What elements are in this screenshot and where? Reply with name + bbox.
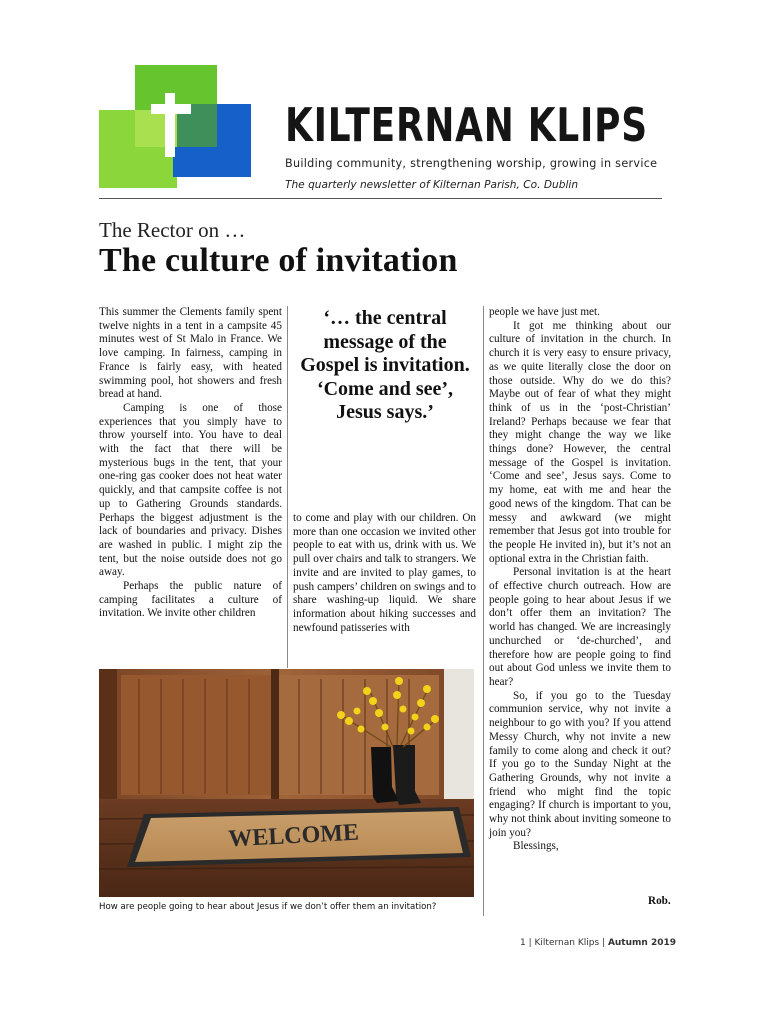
paragraph: Personal invitation is at the heart of effective church outreach. How are people going to hear about Jesus if we don’t offer them an invitation? The world has changed. We are increasingly unchurched or ‘de-churched’, and therefore how are people going to find out about God unless we invite them to hear? — [489, 566, 671, 688]
footer-newsletter-name: Kilternan Klips — [534, 938, 600, 948]
page-footer — [520, 938, 676, 948]
footer-separator: | — [528, 938, 532, 948]
paragraph: Camping is one of those experiences that you simply have to throw yourself into. You have to deal with the fact that there will be mysterious bugs in the tent, that your one-ring gas cooker does not heat water quickly, and that campsite coffee is not up to Gathering Grounds standards. Perhaps the biggest adjustment is the lack of boundaries and privacy. Dishes are washed in public. I might zip the tent, but the noise outside does not go away. — [99, 401, 282, 579]
paragraph: people we have just met. — [489, 306, 600, 318]
article-column-3 — [489, 306, 671, 854]
article-column-2 — [293, 512, 476, 635]
newsletter-title: KILTERNAN KLIPS — [285, 98, 648, 152]
newsletter-subtagline: The quarterly newsletter of Kilternan Parish, Co. Dublin — [285, 179, 579, 191]
column-divider — [483, 306, 484, 916]
article-kicker: The Rector on … — [99, 218, 246, 242]
page-number: 1 — [520, 938, 526, 948]
paragraph: Perhaps the public nature of camping facilitates a culture of invitation. We invite other children — [99, 580, 282, 620]
paragraph: to come and play with our children. On more than one occasion we invited other people to eat with us, drink with us. We pull over chairs and talk to strangers. We invite and are invited to play games, to push campers’ children on swings and to share washing-up liquid. We share information about hiking successes and newfound patisseries with — [293, 512, 476, 634]
newsletter-tagline: Building community, strengthening worship, growing in service — [285, 157, 658, 170]
mat-text: WELCOME — [227, 819, 360, 853]
photo-caption: How are people going to hear about Jesus if we don’t offer them an invitation? — [99, 902, 437, 912]
paragraph: This summer the Clements family spent twelve nights in a tent in a campsite 45 minutes west of St Malo in France. We love camping. In fairness, camping in France is fairly easy, with heated swimming pool, hot showers and fresh bread at hand. — [99, 306, 282, 401]
paragraph: Blessings, — [513, 840, 559, 853]
article-column-1 — [99, 306, 282, 621]
pull-quote: ‘… the central message of the Gospel is invitation. ‘Come and see’, Jesus says.’ — [300, 307, 470, 424]
welcome-mat-photo — [99, 669, 474, 897]
signoff: Rob. — [648, 895, 671, 907]
cross-icon — [151, 104, 191, 114]
article-headline: The culture of invitation — [99, 242, 458, 279]
cross-icon — [165, 93, 175, 157]
masthead-divider — [99, 198, 662, 199]
column-divider — [287, 306, 288, 668]
footer-issue: Autumn 2019 — [607, 938, 676, 948]
footer-separator: | — [602, 938, 606, 948]
paragraph: It got me thinking about our culture of invitation in the church. In church it is very easy to ensure privacy, as we quite literally close the door on those outside. Why do we do this? Maybe out of fear of what they might think of us in the ‘post-Christian’ Ireland? Perhaps because we fear that they might change the way we like things done? However, the central message of the Gospel is invitation. ‘Come and see’, Jesus says. Come to my home, eat with me and hear the good news of the kingdom. That can be messy and awkward (we might remember that Jesus got into trouble for the people He invited in), but it’s not an optional extra in the Christian faith. — [489, 319, 671, 565]
paragraph: So, if you go to the Tuesday communion service, why not invite a neighbour to go with you? If you attend Messy Church, why not invite a new family to come along and check it out? If you go to the Sunday Night at the Gathering Grounds, why not invite a friend who might find the topic engaging? If church is important to you, why not think about inviting someone to join you? — [489, 689, 671, 839]
